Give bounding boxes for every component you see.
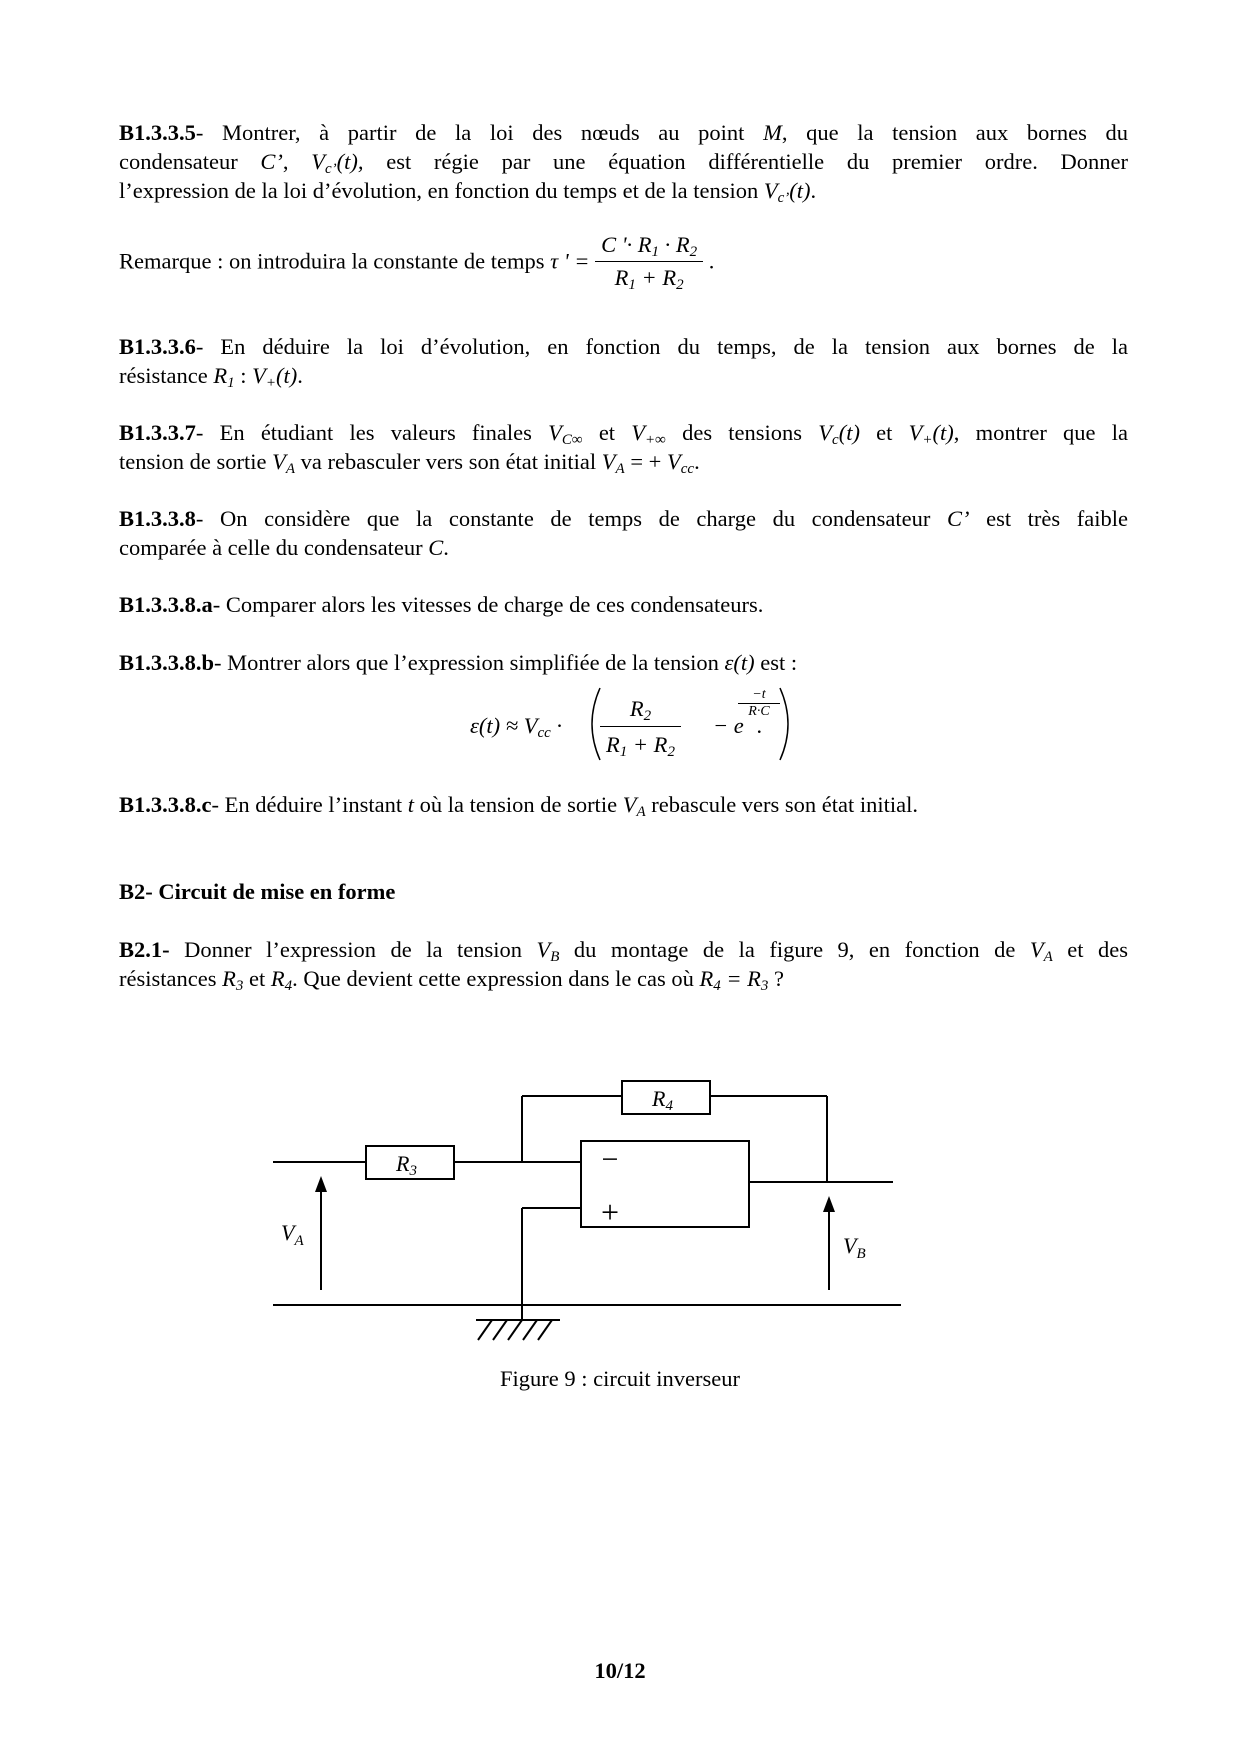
question-b1335-line3: l’expression de la loi d’évolution, en fonction du temps et de la tension $V_{c’}(t)$. — [119, 178, 817, 206]
question-label: B1.3.3.8.a — [119, 592, 213, 617]
r3-label: R3 — [396, 1151, 417, 1179]
vb-label: $V_B$ — [843, 1233, 866, 1262]
question-label: B1.3.3.8 — [119, 506, 196, 531]
page-number: 10/12 — [594, 1658, 646, 1683]
resistor-ratio-fraction: $\frac{R_2}{R_1 + R_2}$ — [600, 694, 681, 759]
question-label: B1.3.3.8.b — [119, 650, 215, 675]
remark-time-constant: Remarque : on introduira la constante de temps τ ' = $\frac{C '\cdot R_1 \cdot R_2}{R_1 + R_2}$ . — [119, 232, 715, 293]
va-label: $V_A$ — [281, 1220, 304, 1249]
question-label: B1.3.3.6 — [119, 334, 196, 359]
tau-fraction: $\frac{C '\cdot R_1 \cdot R_2}{R_1 + R_2}$ — [595, 232, 703, 291]
question-b1338-line1: B1.3.3.8- On considère que la constante de temps de charge du condensateur C’ est très faible — [119, 506, 1128, 531]
question-label: B1.3.3.7 — [119, 420, 196, 445]
question-b1335-line2: condensateur C’, $V_{c’}(t)$, est régie par une équation différentielle du premier ordre. Donner — [119, 149, 1128, 177]
question-label: B1.3.3.8.c — [119, 792, 212, 817]
section-title: B2- Circuit de mise en forme — [119, 879, 396, 904]
question-b21-line2: résistances $R_3$ et $R_4$. Que devient cette expression dans le cas où $R_4 = R_3$ ? — [119, 966, 785, 994]
question-b1338-line2: comparée à celle du condensateur C. — [119, 535, 449, 560]
question-label: B2.1- — [119, 937, 170, 962]
question-b1335-line1: B1.3.3.5- Montrer, à partir de la loi des nœuds au point M, que la tension aux bornes du — [119, 120, 1128, 145]
question-b1338b: B1.3.3.8.b- Montrer alors que l’expression simplifiée de la tension ε(t) est : — [119, 650, 798, 675]
question-label: B1.3.3.5 — [119, 120, 196, 145]
question-b1336-line2: résistance $R_1$ : $V_+(t)$. — [119, 363, 303, 391]
r4-label: R4 — [652, 1086, 673, 1114]
document-page: B1.3.3.5- Montrer, à partir de la loi des nœuds au point M, que la tension aux bornes du condensateur C’, $V_{c’}(t)$, est régie par une équation différentielle du premier ordre. Donner l’expression de la loi d’évolution, en fonction du temps et de la tension $V_{c’}(t)$. Remarque : on introduira la constante de temps τ ' = $\frac{C '\cdot R_1 \cdot R_2}{R_1 + R_2}$ . B1.3.3.6- En déduire la loi d’évolution, en fonction du temps, de la tension aux bornes de la résistance $R_1$ : $V_+(t)$. B1.3.3.7- En étudiant les valeurs finales $V_{C\infty}$ et $V_{+\infty}$ des tensions $V_c(t)$ et $V_+(t)$, montrer que la tension de sortie $V_A$ va rebasculer vers son état initial $V_A$ = + $V_{cc}$. B1.3.3.8- On considère que la constante de temps de charge du condensateur C’ est très faible comparée à celle du condensateur C. B1.3.3.8.a- Comparer alors les vitesses de charge de ces condensateurs. B1.3.3.8.b- Montrer alors que l’expression simplifiée de la tension ε(t) est : $\varepsilon(t) \approx V_{cc}$ · $\frac{R_2}{R_1 + R_2}$ − e −t R·C . B1.3.3.8.c- En déduire l’instant t où la tension de sortie $V_A$ rebascule vers son état initial. B2- Circuit de mise en forme B2.1- Donner l’expression de la tension $V_B$ du montage de la figure 9, en fonction de $V_A$ et des résistances $R_3$ et $R_4$. Que devient cette expression dans le cas où $R_4 = R_3$ ? − + R4 R3 $V_A$ $V_B$ Figure 9 : circuit inverseur 10/12 — [0, 0, 1240, 1754]
question-b1338a: B1.3.3.8.a- Comparer alors les vitesses de charge de ces condensateurs. — [119, 592, 764, 617]
question-b1337-line2: tension de sortie $V_A$ va rebasculer vers son état initial $V_A$ = + $V_{cc}$. — [119, 449, 700, 477]
question-b1336-line1: B1.3.3.6- En déduire la loi d’évolution, en fonction du temps, de la tension aux bornes de la — [119, 334, 1128, 359]
epsilon-formula: $\varepsilon(t) \approx V_{cc}$ · $\frac{R_2}{R_1 + R_2}$ − e −t R·C — [470, 684, 790, 764]
inverting-input-sign: − — [601, 1143, 619, 1176]
question-b1338c: B1.3.3.8.c- En déduire l’instant t où la tension de sortie $V_A$ rebascule vers son état initial. — [119, 792, 919, 820]
question-b21-line1: B2.1- Donner l’expression de la tension $V_B$ du montage de la figure 9, en fonction de $V_A$ et des — [119, 937, 1128, 965]
exponent-fraction: −t R·C — [738, 687, 780, 720]
question-b1337-line1: B1.3.3.7- En étudiant les valeurs finales $V_{C\infty}$ et $V_{+\infty}$ des tensions $V_c(t)$ et $V_+(t)$, montrer que la — [119, 420, 1129, 448]
non-inverting-input-sign: + — [600, 1194, 620, 1230]
figure-caption: Figure 9 : circuit inverseur — [500, 1366, 740, 1391]
